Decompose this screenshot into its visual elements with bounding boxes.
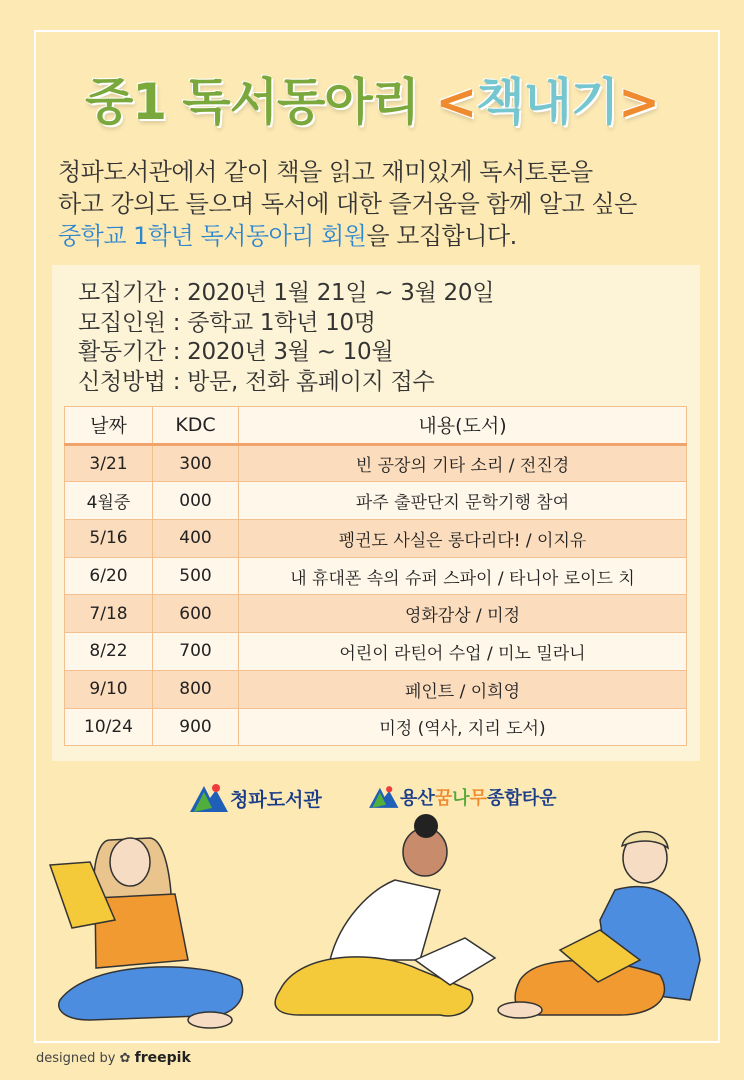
intro-paragraph — [58, 156, 698, 252]
schedule-table — [64, 406, 687, 746]
cell-date: 8/22 — [65, 633, 153, 671]
info-row: 신청방법 : 방문, 전화 홈페이지 접수 — [78, 368, 435, 395]
cell-kdc: 300 — [153, 444, 239, 482]
table-row — [65, 444, 687, 482]
girl-reading-left-figure — [50, 838, 243, 1028]
title-club-nickname: 책내기 — [476, 73, 619, 131]
title-bracket-open: < — [435, 73, 477, 131]
town-name-part: 용산 — [400, 788, 435, 809]
table-row — [65, 708, 687, 746]
cell-kdc: 000 — [153, 482, 239, 520]
page-title — [0, 62, 744, 134]
info-label: 활동기간 — [78, 339, 166, 365]
cell-date: 6/20 — [65, 557, 153, 595]
cell-content: 내 휴대폰 속의 슈퍼 스파이 / 타니아 로이드 치 — [239, 557, 687, 595]
cell-date: 3/21 — [65, 444, 153, 482]
info-value: 중학교 1학년 10명 — [187, 309, 376, 336]
cell-date: 9/10 — [65, 670, 153, 708]
table-header-row — [65, 407, 687, 445]
table-row — [65, 520, 687, 558]
town-name-part: 무 — [469, 788, 487, 809]
info-label: 모집인원 — [78, 309, 166, 336]
info-value: 방문, 전화 홈페이지 접수 — [187, 368, 435, 395]
title-club-name: 중1 독서동아리 — [84, 73, 436, 131]
intro-highlight: 중학교 1학년 독서동아리 회원 — [58, 222, 367, 250]
woman-reading-middle-figure — [275, 814, 495, 1016]
cell-content: 파주 출판단지 문학기행 참여 — [239, 482, 687, 520]
recruit-info — [78, 279, 494, 397]
cell-kdc: 400 — [153, 520, 239, 558]
cell-content: 미정 (역사, 지리 도서) — [239, 708, 687, 746]
header-kdc: KDC — [153, 407, 239, 445]
intro-line — [58, 220, 698, 252]
cell-kdc: 800 — [153, 670, 239, 708]
yongsan-town-logo — [366, 782, 557, 812]
reading-people-illustration — [0, 810, 744, 1050]
cell-date: 7/18 — [65, 595, 153, 633]
info-row: 모집기간 : 2020년 1월 21일 ~ 3월 20일 — [78, 280, 495, 306]
cell-date: 5/16 — [65, 520, 153, 558]
intro-line: 청파도서관에서 같이 책을 읽고 재미있게 독서토론을 — [58, 158, 593, 186]
table-row — [65, 557, 687, 595]
credit-brand: freepik — [134, 1050, 191, 1066]
info-value: 2020년 3월 ~ 10월 — [187, 339, 394, 365]
info-row: 활동기간 : 2020년 3월 ~ 10월 — [78, 339, 394, 365]
cell-content: 어린이 라틴어 수업 / 미노 밀라니 — [239, 633, 687, 671]
cell-kdc: 700 — [153, 633, 239, 671]
town-name-part: 꿈 — [434, 788, 453, 809]
cell-content: 빈 공장의 기타 소리 / 전진경 — [239, 444, 687, 482]
cell-date: 4월중 — [65, 482, 153, 520]
town-name-part: 종합타운 — [486, 788, 557, 809]
man-reading-right-figure — [498, 832, 700, 1018]
cell-kdc: 500 — [153, 557, 239, 595]
credit-prefix: designed by — [36, 1051, 116, 1066]
title-bracket-close: > — [618, 73, 660, 131]
credit-line — [36, 1050, 191, 1066]
info-label: 신청방법 — [78, 368, 166, 395]
header-date: 날짜 — [65, 407, 153, 445]
library-name: 청파도서관 — [230, 788, 322, 811]
table-row — [65, 482, 687, 520]
cell-kdc: 900 — [153, 708, 239, 746]
intro-line: 하고 강의도 들으며 독서에 대한 즐거움을 함께 알고 싶은 — [58, 190, 637, 218]
intro-line-rest: 을 모집합니다. — [366, 222, 517, 250]
town-name-part: 나 — [452, 788, 470, 809]
info-row: 모집인원 : 중학교 1학년 10명 — [78, 309, 376, 336]
table-row — [65, 670, 687, 708]
table-row — [65, 633, 687, 671]
header-content: 내용(도서) — [239, 407, 687, 445]
table-row — [65, 595, 687, 633]
cell-content: 영화감상 / 미정 — [239, 595, 687, 633]
freepik-icon: ✿ — [119, 1051, 131, 1066]
cell-kdc: 600 — [153, 595, 239, 633]
info-label: 모집기간 — [78, 280, 166, 306]
cell-content: 페인트 / 이희영 — [239, 670, 687, 708]
town-emblem-icon — [366, 782, 400, 812]
cell-date: 10/24 — [65, 708, 153, 746]
cell-content: 펭귄도 사실은 롱다리다! / 이지유 — [239, 520, 687, 558]
info-value: 2020년 1월 21일 ~ 3월 20일 — [187, 280, 495, 306]
